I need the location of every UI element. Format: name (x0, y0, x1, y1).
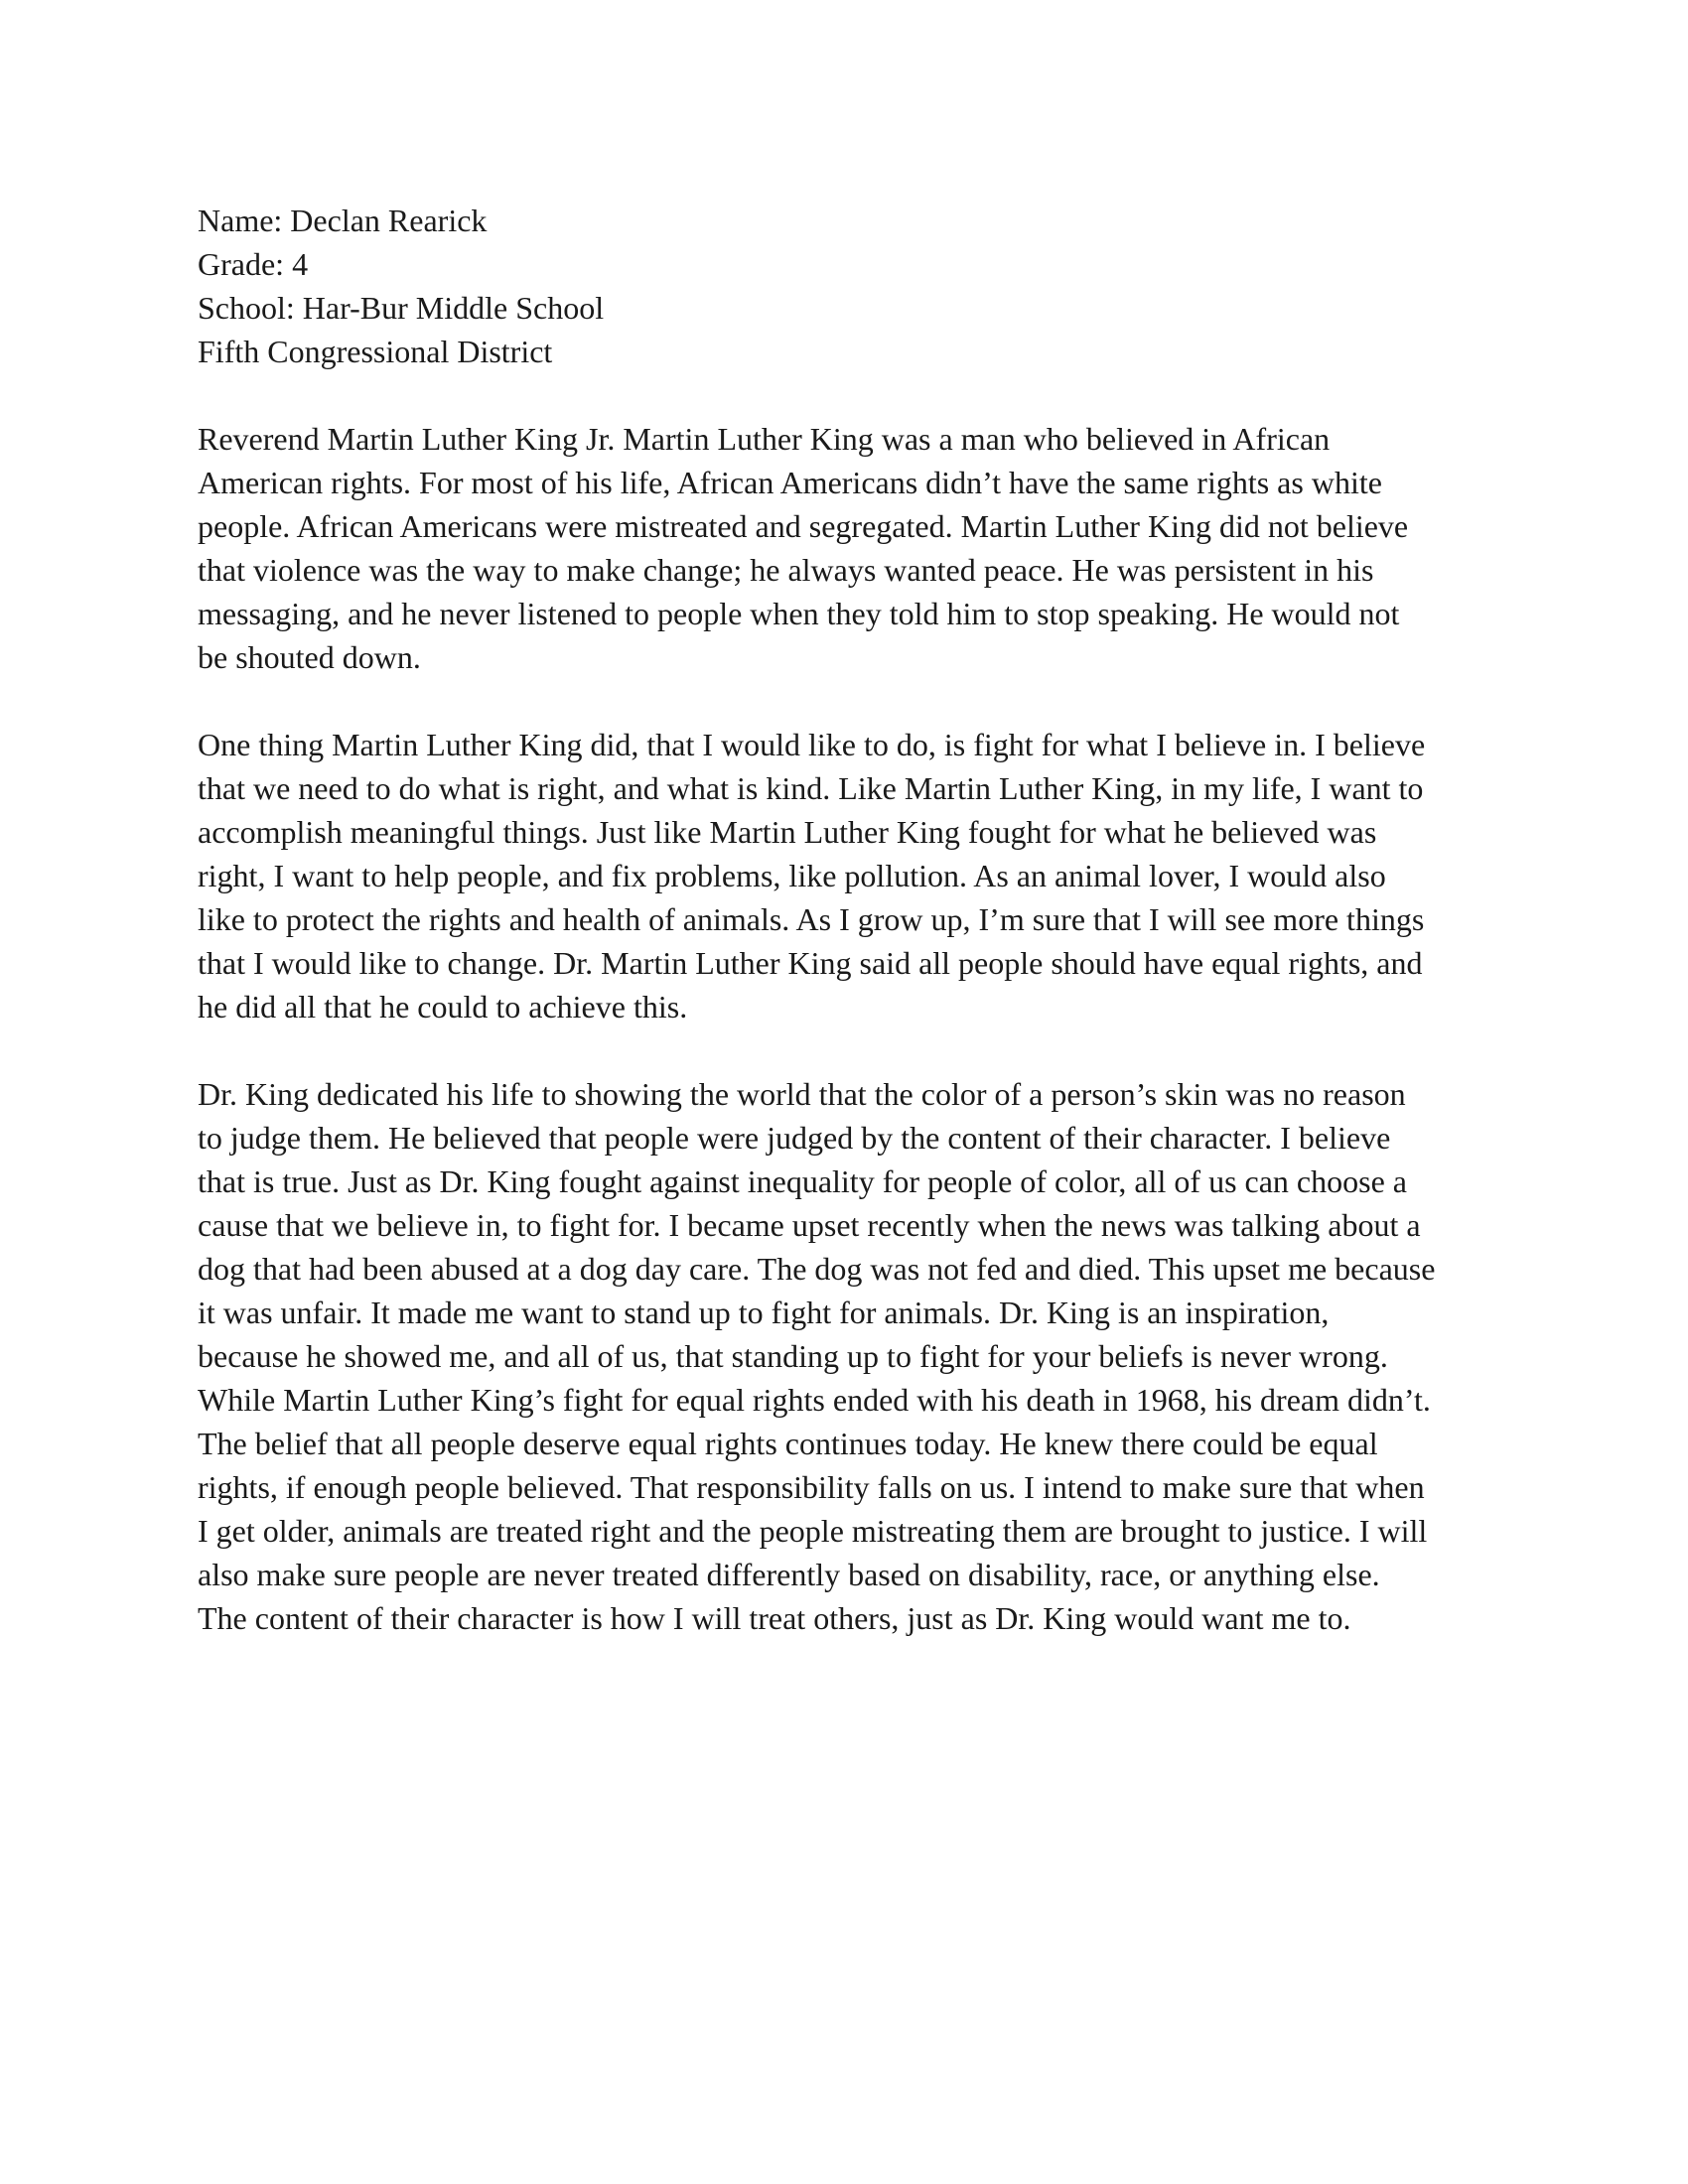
paragraph-line: The content of their character is how I will treat others, just as Dr. King would want me to. (198, 1600, 1351, 1636)
paragraph-line: it was unfair. It made me want to stand up to fight for animals. Dr. King is an inspiration, (198, 1295, 1330, 1330)
paragraph-line: American rights. For most of his life, African Americans didn’t have the same rights as white (198, 465, 1382, 500)
paragraph-line: he did all that he could to achieve this. (198, 989, 688, 1024)
student-info-header (198, 199, 1490, 373)
paragraph-line: I get older, animals are treated right and the people mistreating them are brought to justice. I will (198, 1513, 1428, 1549)
paragraph-line: Reverend Martin Luther King Jr. Martin Luther King was a man who believed in African (198, 421, 1331, 457)
paragraph-line: cause that we believe in, to fight for. I became upset recently when the news was talking about a (198, 1207, 1421, 1243)
paragraph-line: Dr. King dedicated his life to showing the world that the color of a person’s skin was no reason (198, 1076, 1406, 1112)
paragraph-line: dog that had been abused at a dog day care. The dog was not fed and died. This upset me because (198, 1251, 1436, 1287)
paragraph-line: One thing Martin Luther King did, that I would like to do, is fight for what I believe in. I believe (198, 727, 1426, 762)
paragraph-line: accomplish meaningful things. Just like Martin Luther King fought for what he believed was (198, 814, 1377, 850)
paragraph-line: that is true. Just as Dr. King fought against inequality for people of color, all of us can choose a (198, 1163, 1407, 1199)
student-school: School: Har-Bur Middle School (198, 290, 605, 326)
paragraph-line: rights, if enough people believed. That responsibility falls on us. I intend to make sure that when (198, 1469, 1425, 1505)
paragraph-line: The belief that all people deserve equal rights continues today. He knew there could be equal (198, 1426, 1378, 1461)
congressional-district: Fifth Congressional District (198, 334, 553, 369)
student-name: Name: Declan Rearick (198, 203, 488, 238)
paragraph-line: be shouted down. (198, 639, 421, 675)
paragraph-line: also make sure people are never treated differently based on disability, race, or anything else. (198, 1557, 1380, 1592)
document-body (198, 199, 1490, 1640)
paragraph-line: messaging, and he never listened to people when they told him to stop speaking. He would not (198, 596, 1400, 631)
paragraph-line: that I would like to change. Dr. Martin Luther King said all people should have equal rights, and (198, 945, 1423, 981)
paragraph-line: While Martin Luther King’s fight for equal rights ended with his death in 1968, his dream didn’t. (198, 1382, 1431, 1418)
essay-paragraph-3 (198, 1072, 1490, 1640)
paragraph-line: like to protect the rights and health of animals. As I grow up, I’m sure that I will see more things (198, 901, 1425, 937)
paragraph-line: right, I want to help people, and fix problems, like pollution. As an animal lover, I would also (198, 858, 1386, 893)
student-grade: Grade: 4 (198, 246, 309, 282)
paragraph-line: because he showed me, and all of us, that standing up to fight for your beliefs is never wrong. (198, 1338, 1388, 1374)
paragraph-line: that violence was the way to make change; he always wanted peace. He was persistent in his (198, 552, 1374, 588)
essay-paragraph-2 (198, 723, 1490, 1028)
paragraph-line: people. African Americans were mistreated and segregated. Martin Luther King did not believe (198, 508, 1409, 544)
paragraph-line: to judge them. He believed that people were judged by the content of their character. I believe (198, 1120, 1391, 1156)
paragraph-line: that we need to do what is right, and what is kind. Like Martin Luther King, in my life, I want to (198, 770, 1424, 806)
essay-paragraph-1 (198, 417, 1490, 679)
